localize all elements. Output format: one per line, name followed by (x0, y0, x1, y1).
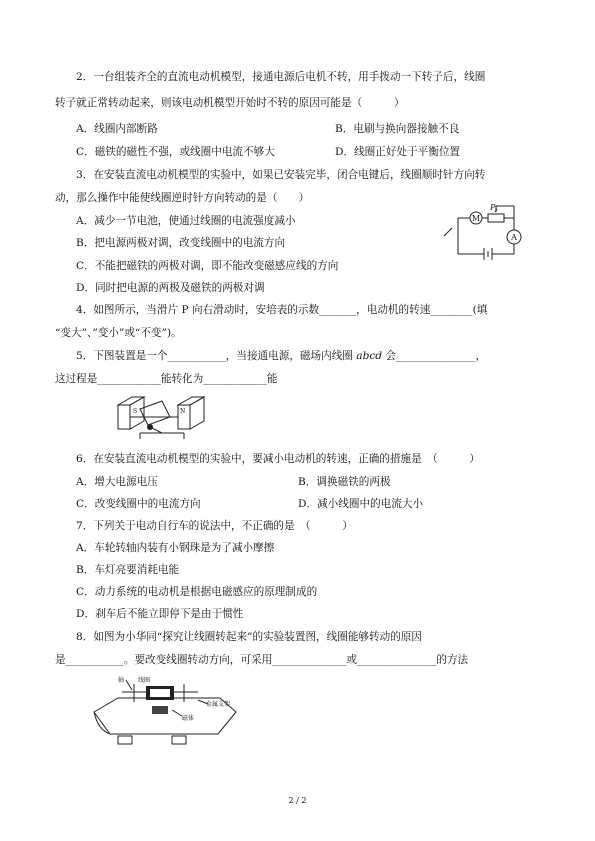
q5-coil-name: abcd (356, 350, 383, 362)
q8-line2: 是___________。要改变线圈转动方向，可采用______________或_______________的方法 (55, 654, 469, 666)
q8-line1: 8．如图为小华同“探究让线圈转起来”的实验装置图，线圈能够转动的原因 (76, 631, 422, 643)
motor-apparatus-figure (110, 393, 215, 441)
slider-label: P (490, 203, 496, 212)
q5-line1-end: 会_______________， (382, 350, 487, 362)
coil-experiment-figure (88, 672, 238, 752)
q7-line1: 7．下列关于电动自行车的说法中，不正确的是 （ ） (76, 520, 353, 532)
q7-option-c: C．动力系统的电动机是根据电磁感应的原理制成的 (76, 586, 318, 598)
q5-line2: 这过程是____________能转化为____________能 (55, 373, 278, 385)
q7-option-b: B．车灯亮要消耗电能 (76, 564, 180, 576)
page-number: 2 / 2 (288, 796, 307, 805)
q4-line1: 4．如图所示，当滑片 P 向右滑动时，安培表的示数_______，电动机的转速________(填 (76, 304, 488, 316)
q3-option-d: D．同时把电源的两极及磁铁的两极对调 (76, 282, 265, 294)
q3-option-b: B．把电源两极对调，改变线圈中的电流方向 (76, 237, 286, 249)
q2-option-b: B．电刷与换向器接触不良 (335, 123, 460, 135)
q2-line2: 转子就正常转动起来，则该电动机模型开始时不转的原因可能是（ ） (55, 97, 405, 109)
coil-label: 线圈 (138, 677, 151, 684)
q7-option-a: A．车轮转轴内装有小钢珠是为了减小摩擦 (76, 542, 275, 554)
magnet-n-label: N (180, 408, 186, 415)
magnet-label: 磁体 (182, 715, 195, 722)
q3-line2: 动，那么操作中能使线圈逆时针方向转动的是（ ） (55, 192, 310, 204)
axis-label: 轴 (118, 677, 125, 684)
bracket-label: 金属支架 (206, 701, 231, 708)
q6-option-c: C．改变线圈中的电流方向 (76, 498, 201, 510)
q3-option-c: C．不能把磁铁的两极对调，即不能改变磁感应线的方向 (76, 260, 339, 272)
q6-line1: 6．在安装直流电动机模型的实验中，要减小电动机的转速，正确的措施是 （ ） (76, 453, 480, 465)
q6-option-b: B．调换磁铁的两极 (298, 476, 391, 488)
q2-option-a: A．线圈内部断路 (76, 123, 158, 135)
magnet-s-label: S (133, 408, 138, 415)
circuit-diagram (438, 198, 526, 262)
q3-line1: 3．在安装直流电动机模型的实验中，如果已安装完毕，闭合电键后，线圈顺时针方向转 (76, 169, 486, 181)
q2-option-c: C．磁铁的磁性不强，或线圈中电流不够大 (76, 146, 275, 158)
q2-line1: 2．一台组装齐全的直流电动机模型，接通电源后电机不转，用手拨动一下转子后，线圈 (76, 71, 486, 83)
q6-option-d: D．减小线圈中的电流大小 (298, 498, 424, 510)
q5-line1 (76, 349, 486, 363)
motor-label: M (471, 214, 481, 223)
q7-option-d: D．刹车后不能立即停下是由于惯性 (76, 608, 244, 620)
q6-option-a: A．增大电源电压 (76, 476, 158, 488)
q5-line1-start: 5．下图装置是一个___________，当接通电源，磁场内线圈 (76, 350, 357, 362)
q3-option-a: A．减少一节电池，使通过线圈的电流强度减小 (76, 215, 296, 227)
ammeter-label: A (511, 233, 517, 242)
q2-option-d: D．线圈正好处于平衡位置 (335, 146, 461, 158)
q4-line2: “变大”、”变小”或“不变”)。 (55, 327, 182, 339)
